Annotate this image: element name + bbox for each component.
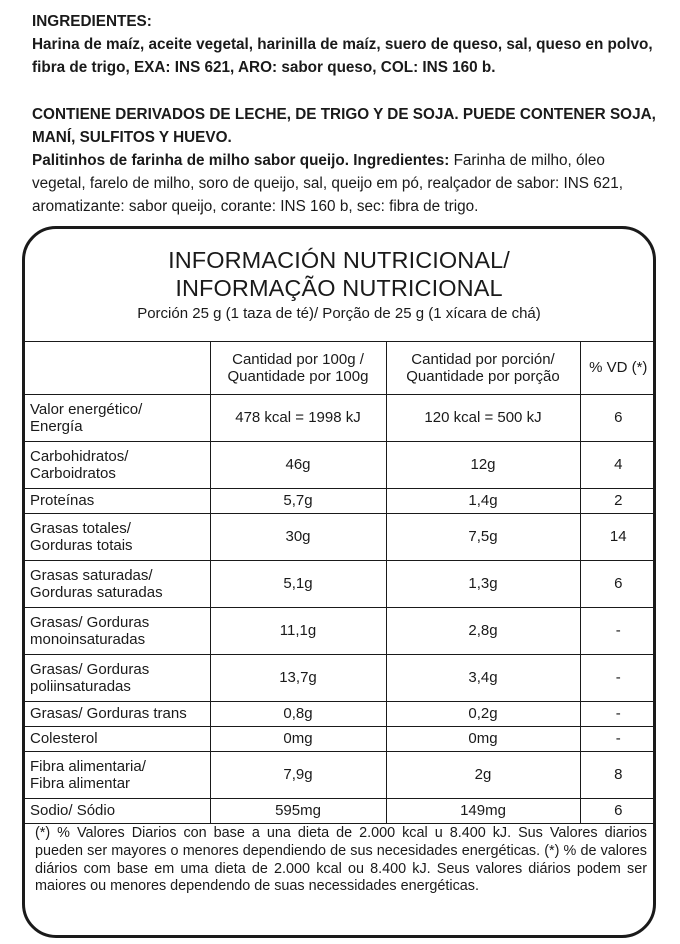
ingredients-pt-list: Farinha de milho, óleo vegetal, farelo de milho, soro de queijo, sal, queijo em pó, realçador de sabor: INS 621, aromatizante: sabor queijo, corante: INS 160 b, sec: fibra de trigo. bbox=[32, 152, 623, 215]
panel-title-line1: INFORMACIÓN NUTRICIONAL/ bbox=[168, 247, 510, 273]
value-per-portion: 149mg bbox=[386, 799, 580, 824]
header-nutrient bbox=[22, 342, 210, 395]
footnote: (*) % Valores Diarios con base a una dieta de 2.000 kcal u 8.400 kJ. Sus Valores diarios pueden ser mayores o menores dependiendo de sus necesidades energéticas. (*) % de valores diários com base em uma dieta de 2.000 kcal ou 8.400 kJ. Seus valores diários podem ser maiores ou menores dependendo de suas necessidades energéticas. bbox=[35, 825, 647, 895]
value-per-100g: 5,1g bbox=[210, 561, 386, 608]
nutrient-name: Colesterol bbox=[22, 727, 210, 752]
header-vd: % VD (*) bbox=[580, 342, 656, 395]
value-per-portion: 2,8g bbox=[386, 608, 580, 655]
value-per-portion: 2g bbox=[386, 752, 580, 799]
value-per-100g: 13,7g bbox=[210, 655, 386, 702]
value-per-100g: 595mg bbox=[210, 799, 386, 824]
nutrition-panel bbox=[22, 226, 656, 938]
table-row bbox=[22, 727, 656, 752]
nutrient-name: Grasas/ Gorduras poliinsaturadas bbox=[22, 655, 210, 702]
value-vd: - bbox=[580, 608, 656, 655]
value-vd: 6 bbox=[580, 561, 656, 608]
table-row bbox=[22, 514, 656, 561]
nutrient-name: Proteínas bbox=[22, 489, 210, 514]
table-row bbox=[22, 702, 656, 727]
value-vd: 6 bbox=[580, 799, 656, 824]
nutrient-name: Grasas/ Gorduras monoinsaturadas bbox=[22, 608, 210, 655]
ingredients-text-es: Harina de maíz, aceite vegetal, harinilla de maíz, suero de queso, sal, queso en polvo, fibra de trigo, EXA: INS 621, ARO: sabor queso, COL: INS 160 b. bbox=[32, 36, 653, 76]
value-per-100g: 11,1g bbox=[210, 608, 386, 655]
nutrient-name: Fibra alimentaria/ Fibra alimentar bbox=[22, 752, 210, 799]
value-per-100g: 478 kcal = 1998 kJ bbox=[210, 395, 386, 442]
value-vd: - bbox=[580, 727, 656, 752]
value-vd: 6 bbox=[580, 395, 656, 442]
table-row bbox=[22, 655, 656, 702]
table-row bbox=[22, 395, 656, 442]
table-row bbox=[22, 489, 656, 514]
value-per-portion: 3,4g bbox=[386, 655, 580, 702]
nutrient-name: Grasas/ Gorduras trans bbox=[22, 702, 210, 727]
nutrient-name: Sodio/ Sódio bbox=[22, 799, 210, 824]
table-row bbox=[22, 752, 656, 799]
value-per-100g: 7,9g bbox=[210, 752, 386, 799]
value-vd: 8 bbox=[580, 752, 656, 799]
allergen-statement: CONTIENE DERIVADOS DE LECHE, DE TRIGO Y DE SOJA. PUEDE CONTENER SOJA, MANÍ, SULFITOS Y HUEVO. bbox=[32, 106, 656, 146]
table-header-row bbox=[22, 342, 656, 395]
value-per-portion: 1,4g bbox=[386, 489, 580, 514]
ingredients-heading: INGREDIENTES: bbox=[32, 13, 152, 30]
value-vd: - bbox=[580, 702, 656, 727]
value-per-100g: 5,7g bbox=[210, 489, 386, 514]
ingredients-text-pt bbox=[32, 149, 662, 218]
portion-size: Porción 25 g (1 taza de té)/ Porção de 25 g (1 xícara de chá) bbox=[137, 305, 541, 322]
header-per-portion: Cantidad por porción/ Quantidade por porção bbox=[386, 342, 580, 395]
nutrient-name: Grasas totales/ Gorduras totais bbox=[22, 514, 210, 561]
value-per-100g: 46g bbox=[210, 442, 386, 489]
ingredients-pt-title: Palitinhos de farinha de milho sabor queijo. Ingredientes: bbox=[32, 152, 450, 169]
table-row bbox=[22, 799, 656, 824]
nutrient-name: Carbohidratos/ Carboidratos bbox=[22, 442, 210, 489]
panel-title-line2: INFORMAÇÃO NUTRICIONAL bbox=[175, 275, 503, 301]
nutrient-name: Valor energético/ Energía bbox=[22, 395, 210, 442]
nutrition-table bbox=[22, 341, 656, 824]
value-vd: - bbox=[580, 655, 656, 702]
value-per-100g: 30g bbox=[210, 514, 386, 561]
value-per-100g: 0mg bbox=[210, 727, 386, 752]
value-per-portion: 0,2g bbox=[386, 702, 580, 727]
nutrient-name: Grasas saturadas/ Gorduras saturadas bbox=[22, 561, 210, 608]
value-per-portion: 7,5g bbox=[386, 514, 580, 561]
value-per-portion: 0mg bbox=[386, 727, 580, 752]
value-vd: 4 bbox=[580, 442, 656, 489]
table-row bbox=[22, 608, 656, 655]
value-per-100g: 0,8g bbox=[210, 702, 386, 727]
value-vd: 14 bbox=[580, 514, 656, 561]
table-row bbox=[22, 561, 656, 608]
value-per-portion: 1,3g bbox=[386, 561, 580, 608]
table-row bbox=[22, 442, 656, 489]
header-per-100g: Cantidad por 100g / Quantidade por 100g bbox=[210, 342, 386, 395]
ingredients-section bbox=[32, 10, 662, 218]
value-per-portion: 12g bbox=[386, 442, 580, 489]
value-vd: 2 bbox=[580, 489, 656, 514]
value-per-portion: 120 kcal = 500 kJ bbox=[386, 395, 580, 442]
panel-title bbox=[25, 246, 653, 302]
